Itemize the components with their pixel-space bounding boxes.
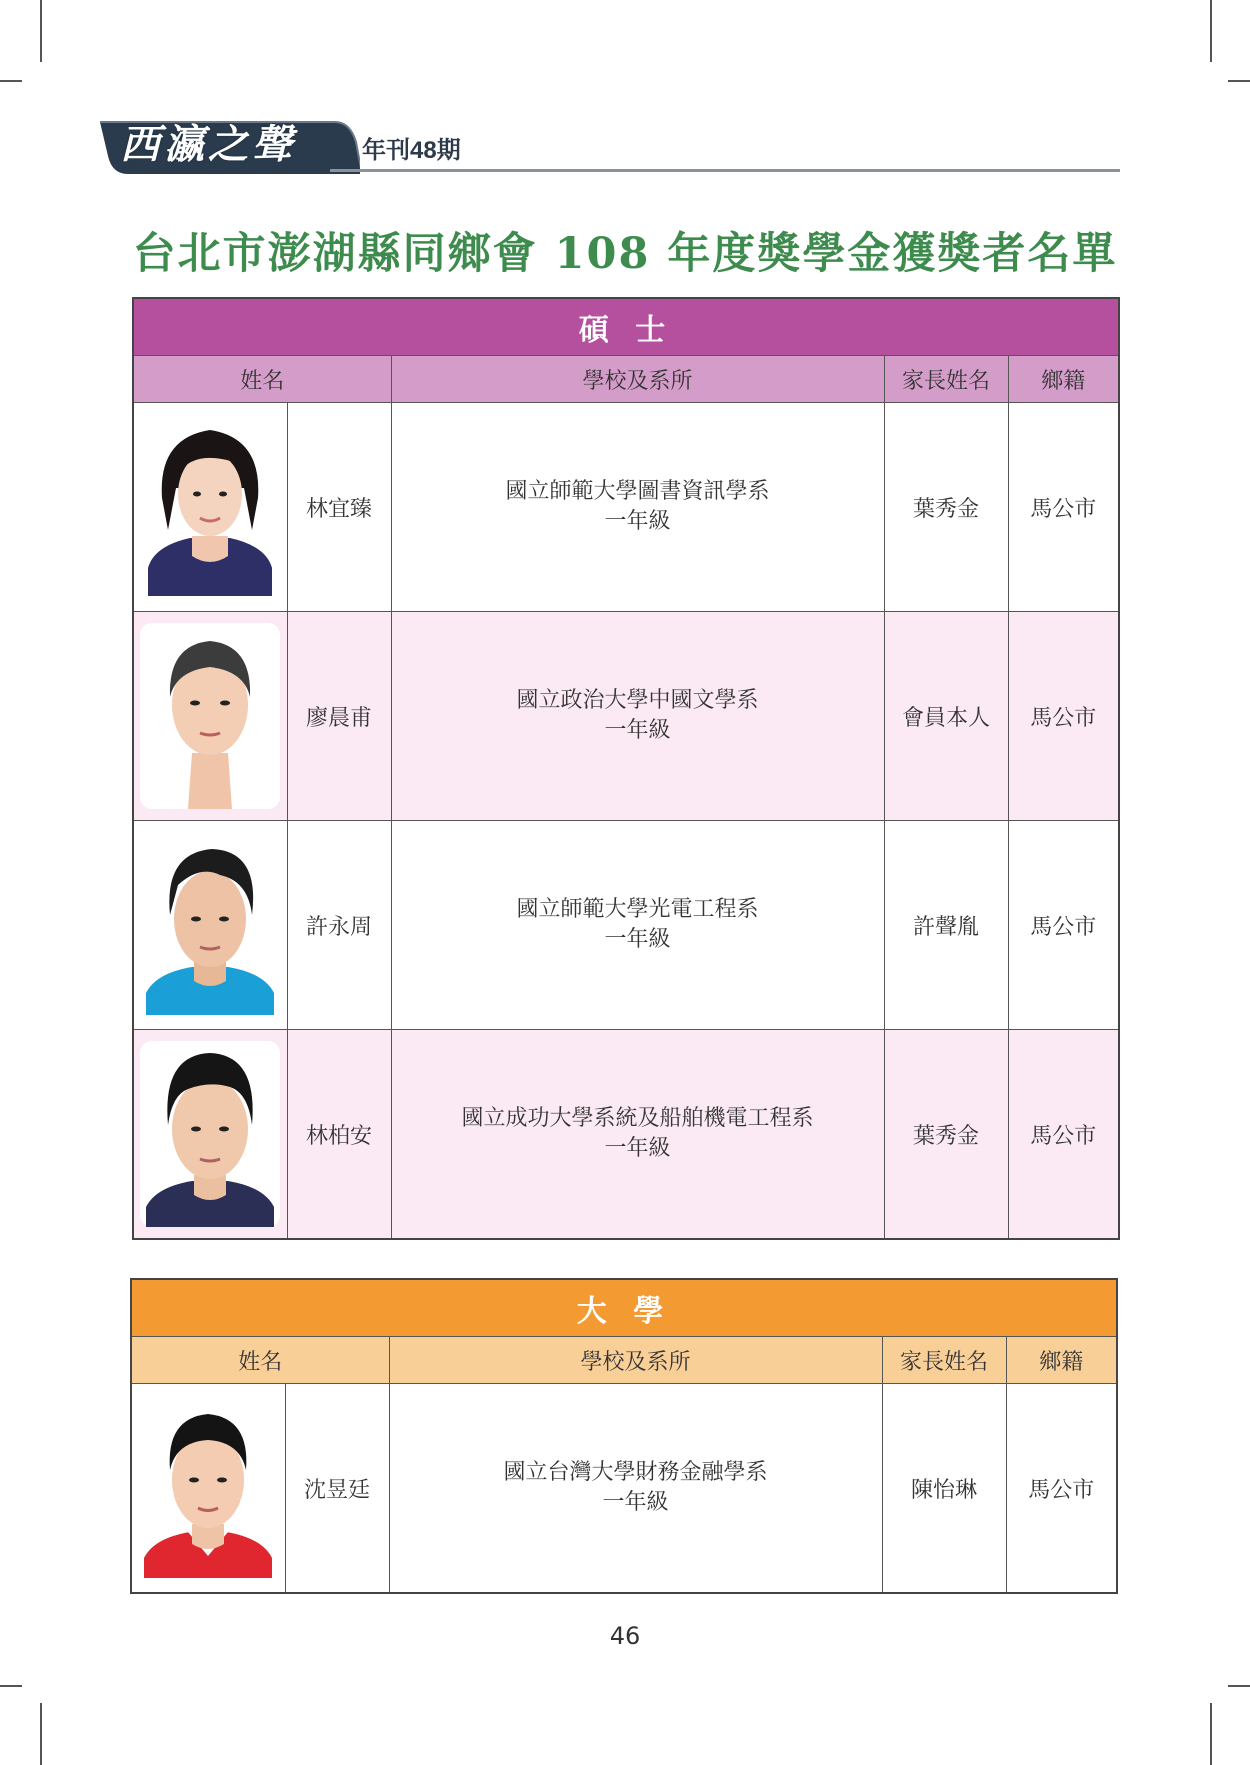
column-header-school: 學校及系所 [391,356,884,403]
hometown: 馬公市 [1008,821,1119,1030]
hometown: 馬公市 [1008,612,1119,821]
parent-name: 葉秀金 [884,403,1008,612]
school-name: 國立成功大學系統及船舶機電工程系 [461,1106,814,1131]
crop-mark [1210,1703,1212,1765]
student-photo [140,623,280,809]
school-grade: 一年級 [604,718,671,743]
student-photo [140,418,280,596]
crop-mark [1228,1685,1250,1687]
school-department [391,1030,884,1240]
crop-mark [1210,0,1212,62]
school-department [389,1384,882,1594]
school-name: 國立政治大學中國文學系 [516,688,759,713]
school-grade: 一年級 [602,1490,669,1515]
parent-name: 許聲胤 [884,821,1008,1030]
masters-table [132,297,1120,1240]
photo-cell [133,612,287,821]
column-header-parent: 家長姓名 [884,356,1008,403]
school-department [391,612,884,821]
photo-cell [133,1030,287,1240]
student-name: 林柏安 [287,1030,391,1240]
magazine-header [100,112,1120,174]
student-name: 廖晨甫 [287,612,391,821]
crop-mark [0,80,22,82]
parent-name: 陳怡琳 [882,1384,1006,1594]
photo-cell [133,821,287,1030]
college-table [130,1278,1118,1594]
page-title: 台北市澎湖縣同鄉會 108 年度獎學金獲獎者名單 [132,229,1118,279]
college-section-title: 大 學 [131,1279,1117,1337]
table-row [133,612,1119,821]
school-name: 國立師範大學圖書資訊學系 [505,479,770,504]
magazine-brand: 西瀛之聲 [120,121,296,168]
student-photo [140,1041,280,1227]
crop-mark [40,0,42,62]
table-row [131,1384,1117,1594]
student-photo [138,1398,278,1578]
column-header-name: 姓名 [131,1337,389,1384]
crop-mark [40,1703,42,1765]
table-row [133,1030,1119,1240]
photo-cell [133,403,287,612]
column-header-name: 姓名 [133,356,391,403]
student-name: 沈昱廷 [285,1384,389,1594]
header-divider [330,169,1120,172]
page-number: 46 [609,1622,641,1650]
table-row [133,821,1119,1030]
hometown: 馬公市 [1008,403,1119,612]
school-grade: 一年級 [604,927,671,952]
student-photo [140,835,280,1015]
table-row [133,403,1119,612]
issue-label: 年刊48期 [362,137,461,164]
column-header-parent: 家長姓名 [882,1337,1006,1384]
parent-name: 會員本人 [884,612,1008,821]
student-name: 許永周 [287,821,391,1030]
school-grade: 一年級 [604,509,671,534]
crop-mark [0,1685,22,1687]
school-name: 國立台灣大學財務金融學系 [503,1460,768,1485]
crop-mark [1228,80,1250,82]
school-department [391,403,884,612]
hometown: 馬公市 [1008,1030,1119,1240]
hometown: 馬公市 [1006,1384,1117,1594]
column-header-hometown: 鄉籍 [1006,1337,1117,1384]
photo-cell [131,1384,285,1594]
school-department [391,821,884,1030]
masters-section-title: 碩 士 [133,298,1119,356]
student-name: 林宜臻 [287,403,391,612]
school-name: 國立師範大學光電工程系 [516,897,759,922]
parent-name: 葉秀金 [884,1030,1008,1240]
column-header-hometown: 鄉籍 [1008,356,1119,403]
school-grade: 一年級 [604,1136,671,1161]
column-header-school: 學校及系所 [389,1337,882,1384]
